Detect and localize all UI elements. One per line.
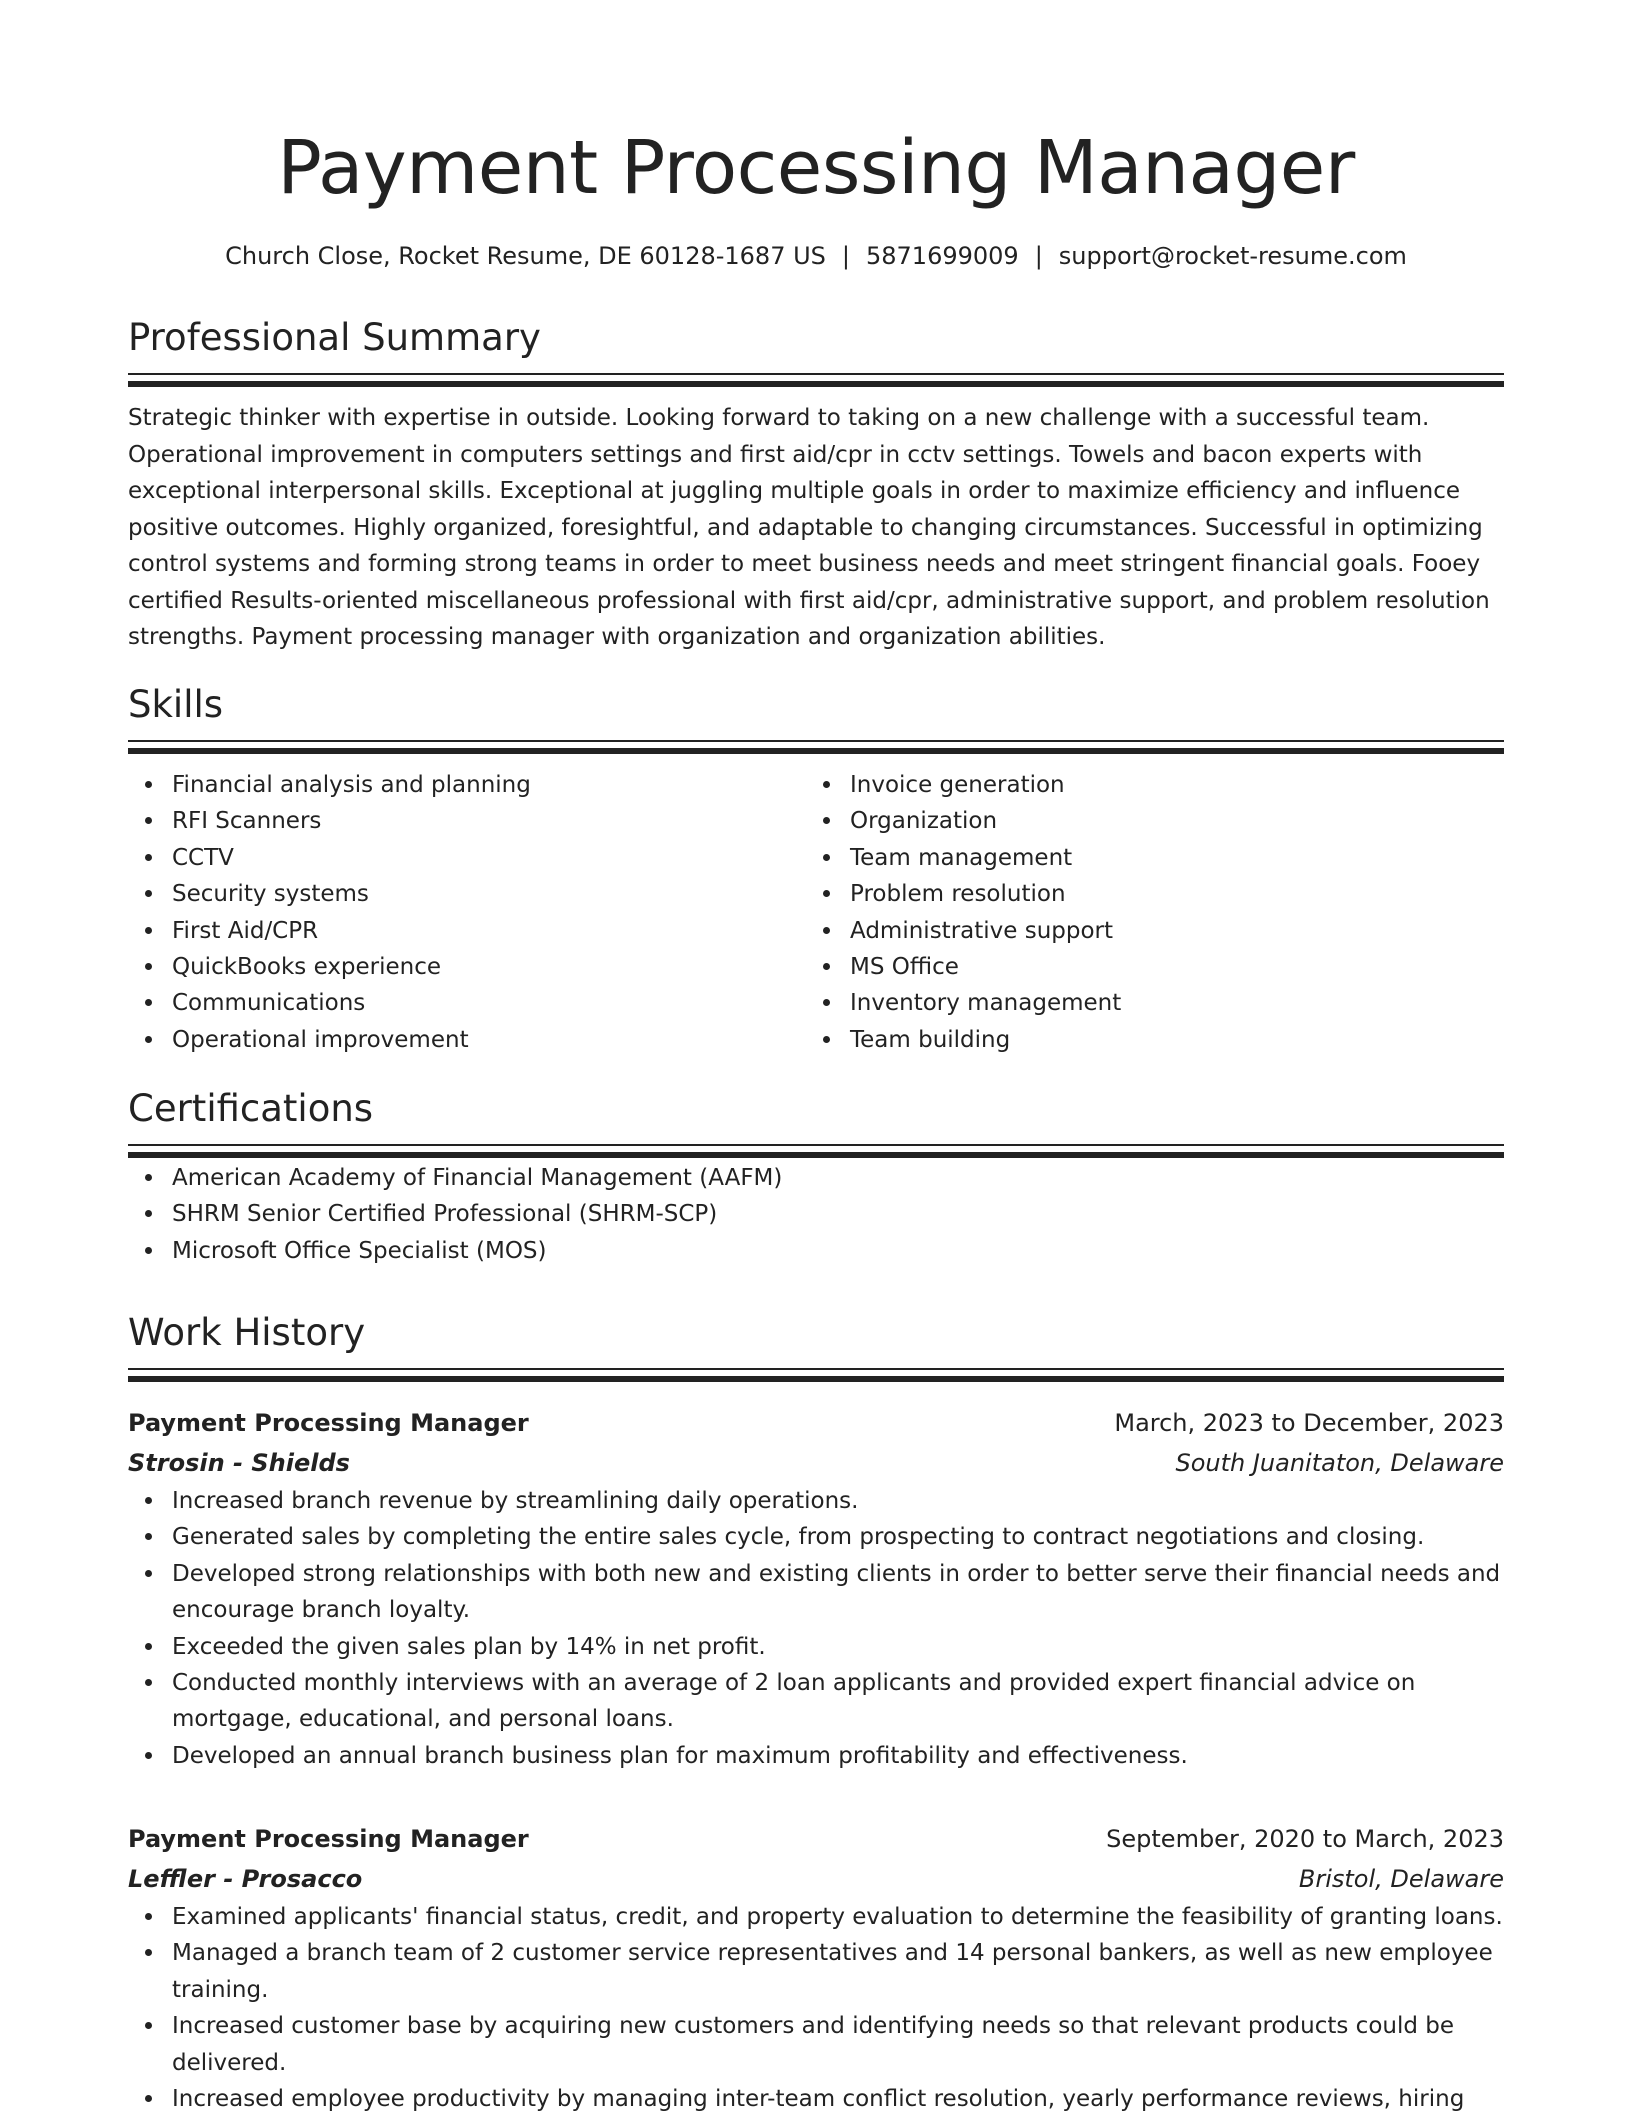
section-heading-summary: Professional Summary [128, 316, 541, 359]
certifications-section [128, 1084, 1504, 1269]
job-bullet: Increased employee productivity by managing inter-team conflict resolution, yearly performance reviews, hiring [128, 2081, 1504, 2117]
job-bullet: Exceeded the given sales plan by 14% in net profit. [128, 1629, 1504, 1665]
job-company-row [128, 1859, 1504, 1899]
skill-item: Administrative support [806, 913, 1484, 949]
section-divider [128, 1144, 1504, 1160]
job-bullet: Increased customer base by acquiring new customers and identifying needs so that relevant products could be delivered. [128, 2008, 1504, 2081]
job-title-row [128, 1819, 1504, 1859]
skill-item: Team building [806, 1022, 1484, 1058]
section-heading-certifications: Certifications [128, 1087, 374, 1130]
job-title: Payment Processing Manager [128, 1825, 529, 1853]
skill-item: Security systems [128, 876, 806, 912]
job-bullet: Generated sales by completing the entire sales cycle, from prospecting to contract negotiations and closing. [128, 1519, 1504, 1555]
work-history-section [128, 1308, 1504, 1384]
skill-item: First Aid/CPR [128, 913, 806, 949]
skill-item: Financial analysis and planning [128, 767, 806, 803]
skill-item: MS Office [806, 949, 1484, 985]
contact-separator: | [841, 242, 850, 270]
skills-list-right [806, 767, 1484, 1058]
job-title: Payment Processing Manager [128, 1409, 529, 1437]
section-divider [128, 740, 1504, 756]
skills-list-left [128, 767, 806, 1058]
skill-item: Invoice generation [806, 767, 1484, 803]
certifications-list [128, 1160, 1504, 1269]
job-dates: September, 2020 to March, 2023 [1106, 1825, 1504, 1853]
job-company: Leffler - Prosacco [128, 1865, 363, 1893]
contact-address: Church Close, Rocket Resume, DE 60128-1687 US [225, 242, 826, 270]
section-divider [128, 373, 1504, 389]
skill-item: RFI Scanners [128, 803, 806, 839]
job-bullet: Managed a branch team of 2 customer service representatives and 14 personal bankers, as well as new employee training. [128, 1935, 1504, 2008]
section-heading-work-history: Work History [128, 1311, 366, 1354]
summary-text: Strategic thinker with expertise in outside. Looking forward to taking on a new challenge with a successful team. Operational improvement in computers settings and first aid/cpr in cctv settings. Towels and bacon experts with exceptional interpersonal skills. Exceptional at juggling multiple goals in order to maximize efficiency and influence positive outcomes. Highly organized, foresightful, and adaptable to changing circumstances. Successful in optimizing control systems and forming strong teams in order to meet business needs and meet stringent financial goals. Fooey certified Results-oriented miscellaneous professional with first aid/cpr, administrative support, and problem resolution strengths. Payment processing manager with organization and organization abilities. [128, 405, 1490, 650]
skill-item: Operational improvement [128, 1022, 806, 1058]
job-company-row [128, 1443, 1504, 1483]
job-bullets [128, 1899, 1504, 2117]
job-bullet: Developed strong relationships with both new and existing clients in order to better serve their financial needs and encourage branch loyalty. [128, 1556, 1504, 1629]
contact-line [128, 238, 1504, 274]
job-bullet: Examined applicants' financial status, credit, and property evaluation to determine the feasibility of granting loans. [128, 1899, 1504, 1935]
job-location: South Juanitaton, Delaware [1175, 1449, 1504, 1477]
job-bullet: Conducted monthly interviews with an average of 2 loan applicants and provided expert financial advice on mortgage, educational, and personal loans. [128, 1665, 1504, 1738]
skill-item: Problem resolution [806, 876, 1484, 912]
skills-columns [128, 767, 1504, 1058]
skill-item: QuickBooks experience [128, 949, 806, 985]
job-bullets [128, 1483, 1504, 1774]
job-title-row [128, 1403, 1504, 1443]
job-entry [128, 1819, 1504, 2117]
job-location: Bristol, Delaware [1298, 1865, 1504, 1893]
contact-email: support@rocket-resume.com [1058, 242, 1407, 270]
skill-item: Team management [806, 840, 1484, 876]
summary-section [128, 313, 1504, 656]
section-heading-skills: Skills [128, 683, 224, 726]
skill-item: Communications [128, 985, 806, 1021]
job-entry [128, 1403, 1504, 1774]
skill-item: Organization [806, 803, 1484, 839]
job-bullet: Increased branch revenue by streamlining daily operations. [128, 1483, 1504, 1519]
skills-section [128, 680, 1504, 1058]
skill-item: CCTV [128, 840, 806, 876]
contact-phone: 5871699009 [866, 242, 1019, 270]
certification-item: Microsoft Office Specialist (MOS) [128, 1233, 1504, 1269]
skill-item: Inventory management [806, 985, 1484, 1021]
contact-separator: | [1034, 242, 1043, 270]
resume-title: Payment Processing Manager [277, 125, 1355, 211]
certification-item: American Academy of Financial Management (AAFM) [128, 1160, 1504, 1196]
section-divider [128, 1368, 1504, 1384]
job-dates: March, 2023 to December, 2023 [1114, 1409, 1504, 1437]
job-bullet: Developed an annual branch business plan for maximum profitability and effectiveness. [128, 1738, 1504, 1774]
certification-item: SHRM Senior Certified Professional (SHRM-SCP) [128, 1196, 1504, 1232]
job-company: Strosin - Shields [128, 1449, 350, 1477]
